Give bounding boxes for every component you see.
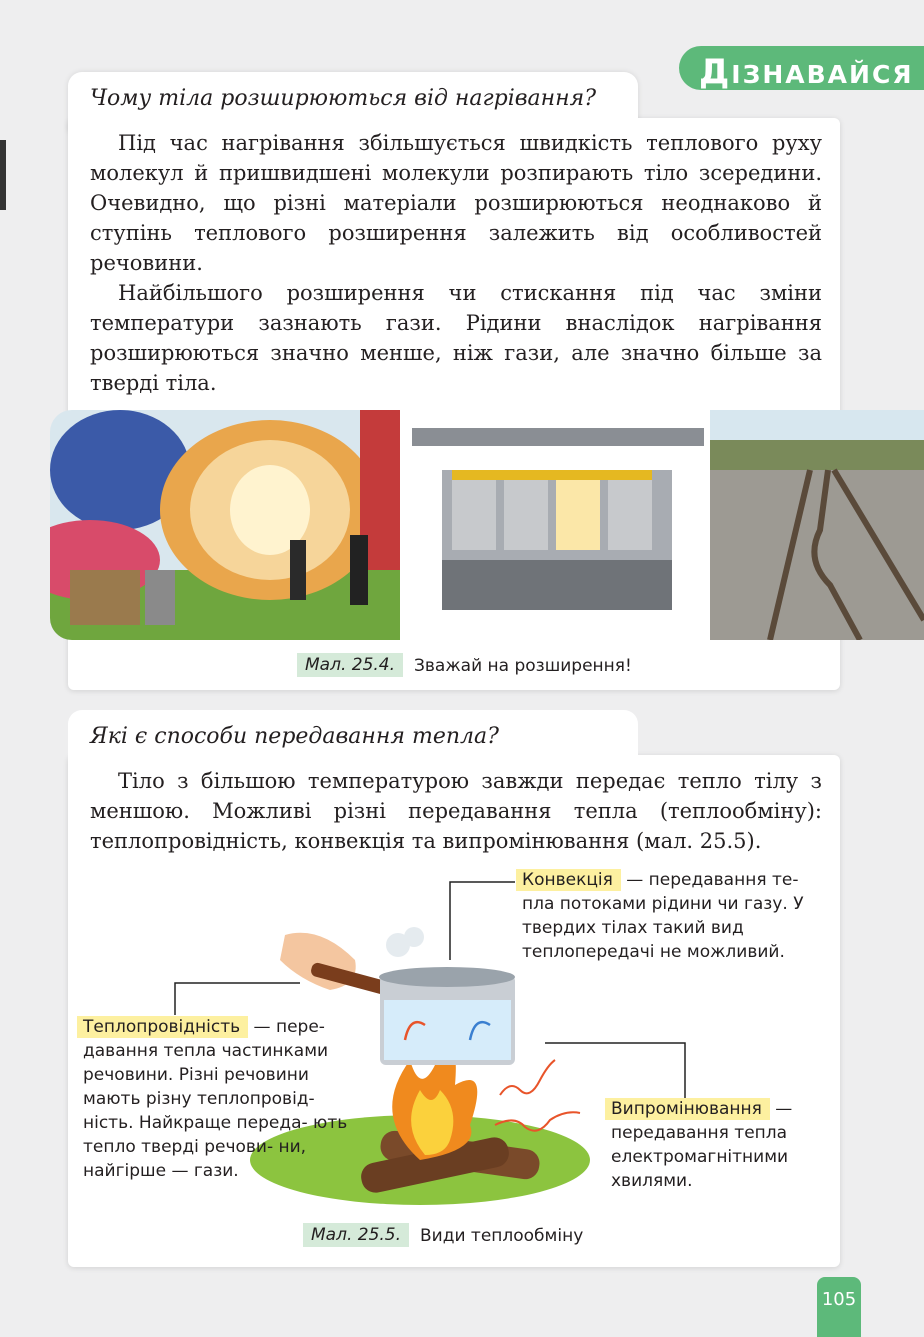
rails-photo bbox=[710, 410, 924, 640]
conduction-line1: — пере- bbox=[253, 1017, 325, 1037]
figure2-label: Мал. 25.5. bbox=[303, 1223, 409, 1247]
section1-para2: Найбільшого розширення чи стискання під час зміни температури зазнають гази. Рідини внаслідок нагрівання розширюються значно менше, ніж гази, але значно більше за тверді тіла. bbox=[90, 281, 822, 395]
figure1-caption: Зважай на розширення! bbox=[414, 656, 632, 676]
rails-photo-image bbox=[710, 410, 924, 640]
engine-photo-image bbox=[412, 410, 704, 640]
balloon-photo bbox=[50, 410, 400, 640]
learn-badge bbox=[679, 46, 924, 90]
radiation-line1: — bbox=[775, 1099, 793, 1119]
page-number: 105 bbox=[817, 1277, 861, 1337]
engine-photo bbox=[412, 410, 704, 640]
radiation-term: Випромінювання bbox=[605, 1098, 770, 1120]
learn-badge-text bbox=[699, 52, 914, 92]
conduction-note bbox=[77, 1015, 367, 1183]
section1-title: Чому тіла розширюються від нагрівання? bbox=[90, 86, 597, 111]
convection-term: Конвекція bbox=[516, 869, 621, 891]
radiation-note bbox=[605, 1097, 830, 1193]
section2-para1: Тіло з більшою температурою завжди передає тепло тілу з меншою. Можливі різні передавання тепла (теплообміну): теплопровідність, конвекція та випромінювання (мал. 25.5). bbox=[90, 769, 822, 853]
conduction-term: Теплопровідність bbox=[77, 1016, 248, 1038]
conduction-rest: давання тепла частинками речовини. Різні речовини мають різну теплопровід- ність. Найкраще переда- ють тепло тверді речови- ни, найгірше — гази. bbox=[83, 1041, 348, 1181]
badge-first-letter: Д bbox=[699, 52, 732, 92]
figure2-caption: Види теплообміну bbox=[420, 1226, 584, 1246]
badge-rest: ІЗНАВАЙСЯ bbox=[731, 60, 914, 89]
figure1-label: Мал. 25.4. bbox=[297, 653, 403, 677]
radiation-rest: передавання тепла електромагнітними хвилями. bbox=[611, 1123, 789, 1191]
section1-para1: Під час нагрівання збільшується швидкість теплового руху молекул й пришвидшені молекули розпирають тіло зсередини. Очевидно, що різні матеріали розширюються неоднаково й ступінь теплового розширення залежить від особливостей речовини. bbox=[90, 131, 822, 275]
convection-rest: пла потоками рідини чи газу. У твердих тілах такий вид теплопередачі не можливий. bbox=[522, 894, 804, 962]
section2-title: Які є способи передавання тепла? bbox=[90, 724, 499, 749]
convection-line1: — передавання те- bbox=[626, 870, 799, 890]
convection-note bbox=[516, 868, 831, 964]
balloon-photo-image bbox=[50, 410, 400, 640]
page-edge-mark bbox=[0, 140, 6, 210]
